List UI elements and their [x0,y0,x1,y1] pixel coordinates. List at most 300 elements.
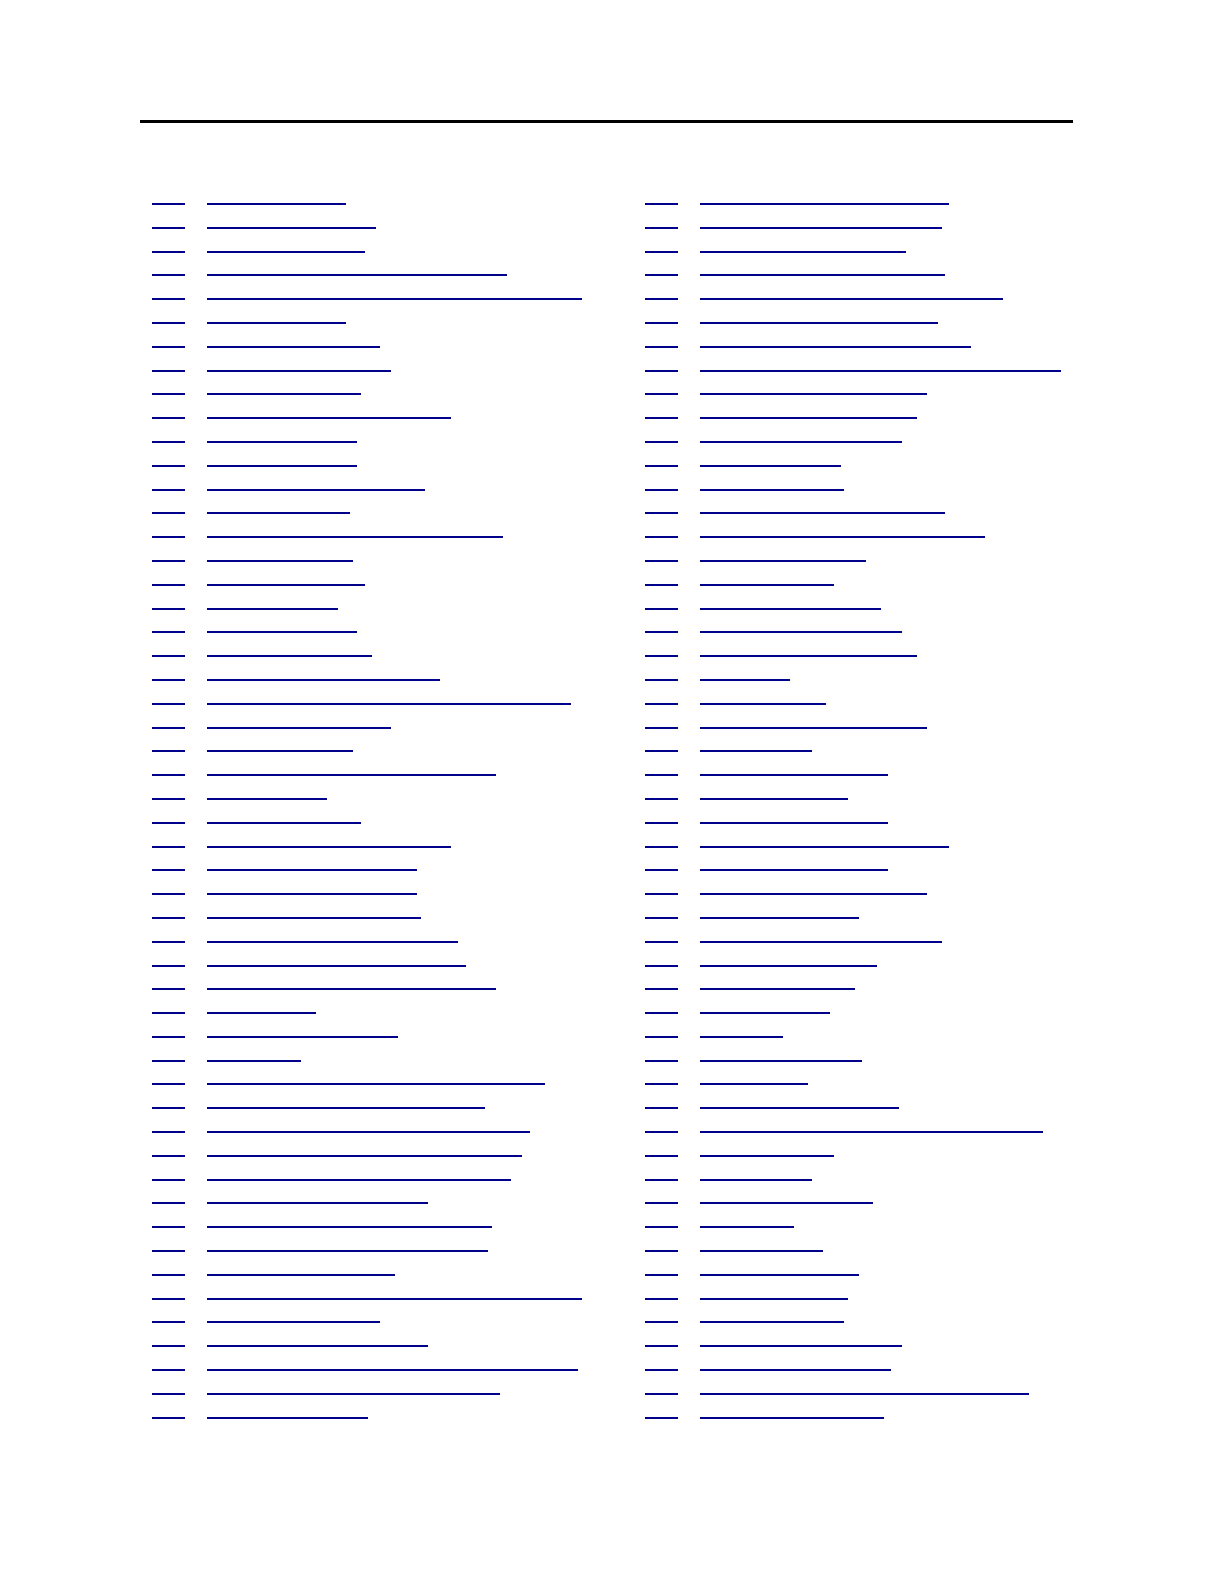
entry-number-link[interactable] [152,512,185,514]
entry-title-link[interactable] [207,298,582,300]
index-entry-right-4 [645,263,1075,287]
index-entry-right-9 [645,382,1075,406]
entry-number-link[interactable] [152,798,185,800]
index-entry-left-44 [152,1215,602,1239]
entry-title-link[interactable] [700,512,945,514]
entry-number-link[interactable] [645,1417,678,1419]
entry-number-link[interactable] [152,750,185,752]
entry-title-link[interactable] [207,1226,492,1228]
entry-number-link[interactable] [152,536,185,538]
entry-title-link[interactable] [700,1202,873,1204]
entry-title-link[interactable] [207,1202,428,1204]
index-entry-left-48 [152,1310,602,1334]
index-entry-left-1 [152,192,602,216]
entry-title-link[interactable] [700,560,866,562]
index-entry-right-10 [645,406,1075,430]
entry-title-link[interactable] [700,679,790,681]
entry-number-link[interactable] [152,203,185,205]
entry-title-link[interactable] [700,370,1061,372]
entry-number-link[interactable] [645,703,678,705]
entry-title-link[interactable] [207,203,346,205]
entry-title-link[interactable] [700,1226,794,1228]
index-entry-left-12 [152,454,602,478]
entry-title-link[interactable] [207,346,380,348]
index-entry-left-27 [152,811,602,835]
entry-title-link[interactable] [207,1036,398,1038]
entry-number-link[interactable] [152,465,185,467]
entry-title-link[interactable] [700,965,877,967]
index-entry-right-39 [645,1096,1075,1120]
index-entry-right-43 [645,1191,1075,1215]
entry-number-link[interactable] [152,774,185,776]
entry-title-link[interactable] [700,1417,884,1419]
entry-number-link[interactable] [152,1250,185,1252]
index-entry-right-19 [645,620,1075,644]
entry-number-link[interactable] [645,441,678,443]
entry-title-link[interactable] [207,227,376,229]
entry-number-link[interactable] [645,1321,678,1323]
entry-title-link[interactable] [700,846,949,848]
index-entry-right-20 [645,644,1075,668]
index-entry-left-8 [152,359,602,383]
entry-number-link[interactable] [152,1321,185,1323]
index-entry-right-18 [645,597,1075,621]
entry-title-link[interactable] [207,1274,395,1276]
index-entry-right-35 [645,1001,1075,1025]
entry-title-link[interactable] [207,965,466,967]
entry-title-link[interactable] [207,1417,368,1419]
index-entry-right-51 [645,1382,1075,1406]
index-entry-left-28 [152,835,602,859]
index-entry-right-26 [645,787,1075,811]
index-entry-right-44 [645,1215,1075,1239]
entry-title-link[interactable] [700,1107,899,1109]
entry-number-link[interactable] [152,1202,185,1204]
entry-number-link[interactable] [645,560,678,562]
entry-number-link[interactable] [645,536,678,538]
entry-number-link[interactable] [152,560,185,562]
entry-title-link[interactable] [207,655,372,657]
index-entry-right-3 [645,240,1075,264]
entry-number-link[interactable] [645,227,678,229]
entry-number-link[interactable] [645,251,678,253]
index-entry-left-23 [152,716,602,740]
entry-title-link[interactable] [700,203,949,205]
entry-number-link[interactable] [152,1417,185,1419]
entry-title-link[interactable] [207,893,417,895]
entry-number-link[interactable] [645,322,678,324]
entry-title-link[interactable] [700,1012,830,1014]
entry-number-link[interactable] [645,1060,678,1062]
entry-number-link[interactable] [645,1369,678,1371]
entry-number-link[interactable] [645,1226,678,1228]
entry-title-link[interactable] [207,727,391,729]
entry-title-link[interactable] [207,251,365,253]
entry-title-link[interactable] [207,750,353,752]
entry-number-link[interactable] [645,489,678,491]
index-entry-left-40 [152,1120,602,1144]
index-entry-left-29 [152,858,602,882]
entry-number-link[interactable] [152,393,185,395]
entry-number-link[interactable] [645,584,678,586]
entry-number-link[interactable] [152,965,185,967]
entry-title-link[interactable] [207,1369,578,1371]
entry-number-link[interactable] [152,584,185,586]
entry-number-link[interactable] [152,869,185,871]
index-entry-left-13 [152,478,602,502]
index-entry-left-25 [152,763,602,787]
entry-number-link[interactable] [645,1298,678,1300]
entry-number-link[interactable] [152,227,185,229]
entry-title-link[interactable] [700,727,927,729]
entry-number-link[interactable] [645,298,678,300]
entry-number-link[interactable] [152,274,185,276]
entry-number-link[interactable] [645,798,678,800]
entry-title-link[interactable] [700,227,942,229]
entry-number-link[interactable] [645,631,678,633]
index-entry-left-39 [152,1096,602,1120]
entry-number-link[interactable] [152,631,185,633]
entry-title-link[interactable] [700,1274,859,1276]
entry-title-link[interactable] [700,1250,823,1252]
index-entry-left-4 [152,263,602,287]
entry-title-link[interactable] [207,417,451,419]
index-entry-right-5 [645,287,1075,311]
entry-number-link[interactable] [152,346,185,348]
entry-title-link[interactable] [207,441,357,443]
entry-title-link[interactable] [700,631,902,633]
entry-number-link[interactable] [152,441,185,443]
entry-title-link[interactable] [700,1131,1043,1133]
entry-title-link[interactable] [700,703,826,705]
entry-title-link[interactable] [207,512,350,514]
entry-title-link[interactable] [207,1298,582,1300]
entry-number-link[interactable] [645,1155,678,1157]
index-entry-left-17 [152,573,602,597]
index-entry-left-21 [152,668,602,692]
entry-title-link[interactable] [207,846,451,848]
index-entry-left-24 [152,739,602,763]
index-entry-right-49 [645,1334,1075,1358]
index-entry-right-15 [645,525,1075,549]
entry-title-link[interactable] [700,1155,834,1157]
entry-title-link[interactable] [207,1012,316,1014]
entry-number-link[interactable] [152,703,185,705]
index-entry-left-46 [152,1263,602,1287]
entry-number-link[interactable] [152,1036,185,1038]
entry-number-link[interactable] [645,274,678,276]
entry-number-link[interactable] [645,608,678,610]
entry-title-link[interactable] [207,679,440,681]
entry-number-link[interactable] [152,608,185,610]
index-entry-left-50 [152,1358,602,1382]
index-entry-right-52 [645,1406,1075,1430]
entry-number-link[interactable] [152,417,185,419]
index-entry-left-11 [152,430,602,454]
entry-title-link[interactable] [207,1250,488,1252]
entry-number-link[interactable] [152,298,185,300]
index-entry-left-38 [152,1072,602,1096]
entry-title-link[interactable] [700,655,917,657]
entry-number-link[interactable] [152,251,185,253]
entry-title-link[interactable] [700,893,927,895]
entry-title-link[interactable] [700,917,859,919]
index-entry-right-29 [645,858,1075,882]
entry-title-link[interactable] [700,536,985,538]
entry-title-link[interactable] [207,798,327,800]
entry-title-link[interactable] [207,1107,485,1109]
entry-number-link[interactable] [152,822,185,824]
entry-number-link[interactable] [152,322,185,324]
entry-number-link[interactable] [645,1012,678,1014]
entry-number-link[interactable] [152,1107,185,1109]
index-entry-left-19 [152,620,602,644]
entry-title-link[interactable] [700,988,855,990]
entry-title-link[interactable] [700,774,888,776]
entry-title-link[interactable] [700,251,906,253]
entry-title-link[interactable] [207,465,357,467]
entry-title-link[interactable] [700,750,812,752]
entry-number-link[interactable] [645,869,678,871]
entry-title-link[interactable] [207,393,361,395]
index-entry-right-30 [645,882,1075,906]
entry-title-link[interactable] [700,798,848,800]
index-entry-right-27 [645,811,1075,835]
entry-title-link[interactable] [207,274,507,276]
entry-number-link[interactable] [645,1250,678,1252]
index-entry-left-30 [152,882,602,906]
entry-number-link[interactable] [645,1274,678,1276]
entry-title-link[interactable] [700,441,902,443]
entry-title-link[interactable] [700,417,917,419]
index-entry-right-12 [645,454,1075,478]
entry-number-link[interactable] [152,1155,185,1157]
entry-number-link[interactable] [645,465,678,467]
entry-title-link[interactable] [207,631,357,633]
index-entry-right-8 [645,359,1075,383]
index-entry-right-2 [645,216,1075,240]
index-column-right [645,192,1075,1429]
index-entry-right-42 [645,1168,1075,1192]
entry-title-link[interactable] [207,489,425,491]
entry-number-link[interactable] [152,655,185,657]
entry-number-link[interactable] [645,346,678,348]
entry-title-link[interactable] [700,869,888,871]
entry-number-link[interactable] [645,655,678,657]
entry-number-link[interactable] [645,1202,678,1204]
index-entry-left-20 [152,644,602,668]
entry-number-link[interactable] [152,1226,185,1228]
index-entry-left-5 [152,287,602,311]
index-entry-right-45 [645,1239,1075,1263]
entry-title-link[interactable] [700,1083,808,1085]
entry-number-link[interactable] [152,1131,185,1133]
entry-title-link[interactable] [207,1393,500,1395]
entry-title-link[interactable] [207,560,353,562]
index-entry-right-28 [645,835,1075,859]
entry-number-link[interactable] [645,1345,678,1347]
entry-title-link[interactable] [207,1083,545,1085]
index-entry-left-36 [152,1025,602,1049]
entry-title-link[interactable] [207,608,338,610]
index-entry-left-52 [152,1406,602,1430]
entry-number-link[interactable] [645,846,678,848]
entry-title-link[interactable] [700,1298,848,1300]
index-entry-right-36 [645,1025,1075,1049]
entry-number-link[interactable] [645,774,678,776]
entry-number-link[interactable] [152,1298,185,1300]
entry-number-link[interactable] [152,1012,185,1014]
entry-title-link[interactable] [207,1179,511,1181]
index-entry-left-15 [152,525,602,549]
entry-title-link[interactable] [207,1060,301,1062]
index-entry-left-10 [152,406,602,430]
entry-title-link[interactable] [700,608,881,610]
entry-title-link[interactable] [207,703,571,705]
entry-title-link[interactable] [207,774,496,776]
index-entry-right-11 [645,430,1075,454]
entry-title-link[interactable] [700,489,844,491]
entry-title-link[interactable] [700,1179,812,1181]
entry-title-link[interactable] [700,274,945,276]
index-entry-left-9 [152,382,602,406]
index-entry-right-34 [645,977,1075,1001]
index-entry-right-41 [645,1144,1075,1168]
entry-number-link[interactable] [645,679,678,681]
entry-number-link[interactable] [645,822,678,824]
entry-title-link[interactable] [207,322,346,324]
entry-title-link[interactable] [207,869,417,871]
entry-number-link[interactable] [645,1107,678,1109]
entry-number-link[interactable] [645,417,678,419]
entry-number-link[interactable] [152,917,185,919]
entry-title-link[interactable] [700,1036,783,1038]
index-entry-right-21 [645,668,1075,692]
index-entry-left-42 [152,1168,602,1192]
entry-title-link[interactable] [700,1321,844,1323]
index-entry-left-31 [152,906,602,930]
index-entry-right-22 [645,692,1075,716]
entry-title-link[interactable] [207,1345,428,1347]
entry-number-link[interactable] [152,370,185,372]
index-column-left [152,192,602,1429]
index-entry-right-40 [645,1120,1075,1144]
entry-title-link[interactable] [700,393,927,395]
entry-number-link[interactable] [645,1083,678,1085]
entry-title-link[interactable] [207,536,503,538]
entry-number-link[interactable] [645,893,678,895]
entry-number-link[interactable] [645,370,678,372]
entry-title-link[interactable] [207,584,365,586]
index-entry-left-51 [152,1382,602,1406]
index-entry-left-22 [152,692,602,716]
entry-number-link[interactable] [152,1369,185,1371]
entry-number-link[interactable] [152,846,185,848]
entry-number-link[interactable] [152,727,185,729]
entry-number-link[interactable] [152,489,185,491]
index-entry-left-14 [152,501,602,525]
entry-number-link[interactable] [152,1083,185,1085]
index-entry-left-37 [152,1049,602,1073]
entry-number-link[interactable] [645,512,678,514]
entry-number-link[interactable] [152,1179,185,1181]
entry-title-link[interactable] [700,584,834,586]
index-entry-left-49 [152,1334,602,1358]
entry-title-link[interactable] [207,988,496,990]
index-entry-left-43 [152,1191,602,1215]
index-entry-left-32 [152,930,602,954]
entry-number-link[interactable] [645,1131,678,1133]
entry-title-link[interactable] [700,822,888,824]
index-entry-right-23 [645,716,1075,740]
entry-title-link[interactable] [700,346,971,348]
index-entry-right-33 [645,954,1075,978]
entry-number-link[interactable] [645,965,678,967]
index-entry-right-6 [645,311,1075,335]
index-entry-left-47 [152,1287,602,1311]
entry-number-link[interactable] [645,941,678,943]
entry-title-link[interactable] [700,1345,902,1347]
entry-title-link[interactable] [207,1321,380,1323]
entry-title-link[interactable] [700,298,1003,300]
entry-number-link[interactable] [645,393,678,395]
entry-number-link[interactable] [645,917,678,919]
entry-title-link[interactable] [207,941,458,943]
index-entry-left-16 [152,549,602,573]
entry-title-link[interactable] [700,1060,862,1062]
index-entry-right-48 [645,1310,1075,1334]
entry-title-link[interactable] [700,322,938,324]
entry-title-link[interactable] [207,917,421,919]
entry-title-link[interactable] [207,1155,522,1157]
entry-title-link[interactable] [207,822,361,824]
entry-number-link[interactable] [645,203,678,205]
index-entry-left-45 [152,1239,602,1263]
entry-number-link[interactable] [645,1036,678,1038]
index-entry-right-32 [645,930,1075,954]
entry-number-link[interactable] [645,727,678,729]
entry-title-link[interactable] [700,1393,1029,1395]
index-entry-right-17 [645,573,1075,597]
index-entry-right-47 [645,1287,1075,1311]
entry-title-link[interactable] [207,1131,530,1133]
entry-title-link[interactable] [207,370,391,372]
entry-title-link[interactable] [700,1369,891,1371]
entry-number-link[interactable] [152,1274,185,1276]
entry-number-link[interactable] [152,988,185,990]
entry-number-link[interactable] [645,988,678,990]
entry-number-link[interactable] [152,1345,185,1347]
index-entry-right-37 [645,1049,1075,1073]
entry-number-link[interactable] [152,1393,185,1395]
index-entry-left-35 [152,1001,602,1025]
entry-number-link[interactable] [645,1179,678,1181]
index-entry-right-24 [645,739,1075,763]
index-entry-right-50 [645,1358,1075,1382]
entry-title-link[interactable] [700,941,942,943]
index-entry-right-25 [645,763,1075,787]
entry-title-link[interactable] [700,465,841,467]
entry-number-link[interactable] [152,679,185,681]
entry-number-link[interactable] [645,750,678,752]
entry-number-link[interactable] [152,1060,185,1062]
index-entry-right-16 [645,549,1075,573]
index-entry-left-41 [152,1144,602,1168]
entry-number-link[interactable] [152,941,185,943]
index-entry-left-2 [152,216,602,240]
entry-number-link[interactable] [152,893,185,895]
entry-number-link[interactable] [645,1393,678,1395]
